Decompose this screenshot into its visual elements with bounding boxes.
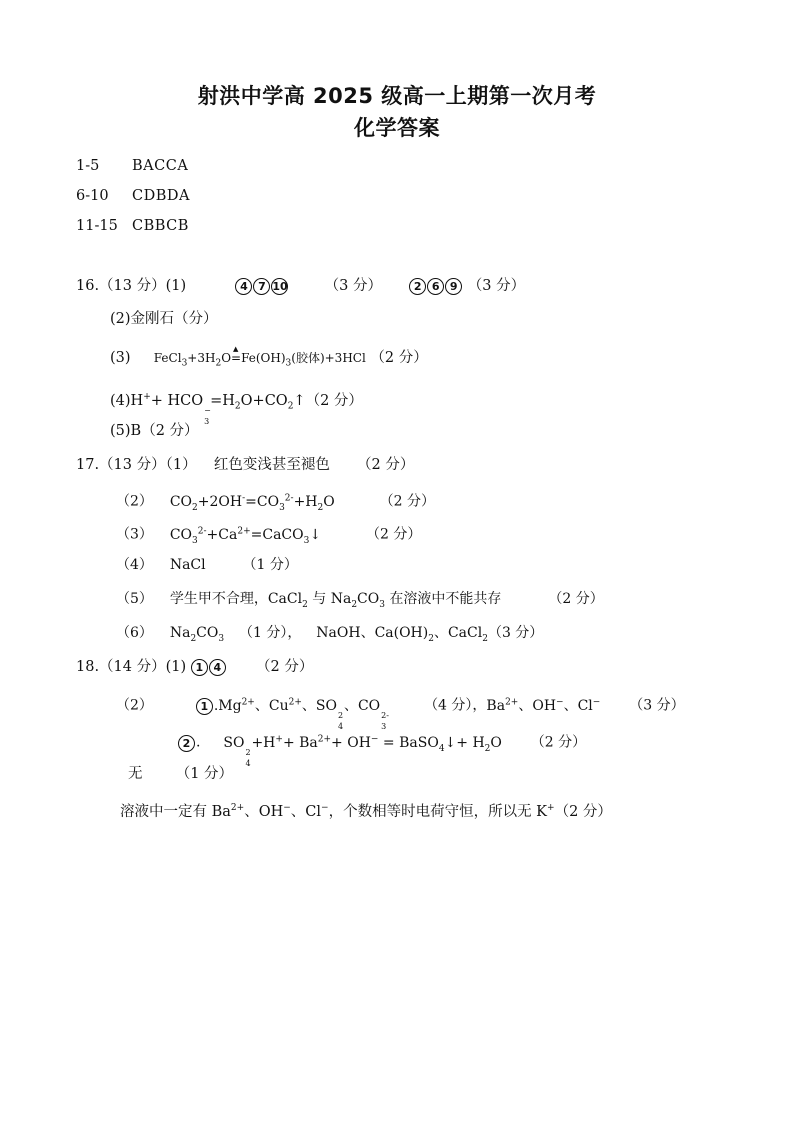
q16-part-3: [110, 345, 428, 373]
q18-none-line: [128, 764, 233, 784]
q16-score-a: （3 分）: [324, 278, 382, 294]
q17-line-1: [76, 455, 414, 475]
eq-term: =H: [210, 392, 235, 409]
answer-text: 、Cl: [290, 803, 322, 820]
q17-part-2: [116, 488, 435, 517]
mc-row-2: [76, 186, 190, 206]
answer-text: ，个数相等时电荷守恒，所以无 K: [328, 803, 548, 820]
mc-range: 11-15: [76, 218, 118, 234]
q18-part-2-line-1: [116, 692, 685, 731]
mc-answers: CDBDA: [132, 188, 190, 204]
eq-term: + HCO: [150, 392, 204, 409]
score: （1 分）: [242, 557, 298, 573]
mc-row-1: [76, 156, 188, 176]
ion-list: $.Mg^{2+}$、$Cu^{2+}$、SO 2 4 、CO 2- 3: [213, 697, 389, 731]
q18-line-1: [76, 657, 313, 677]
part-label: （4）: [116, 557, 153, 573]
score: （3 分）: [487, 625, 544, 641]
eq-term: O: [221, 351, 232, 365]
score: （4 分），: [424, 697, 487, 714]
q17-part-6: （6） $Na_2CO_3$ （1 分）， NaOH、$Ca(OH)_2$、CaCl$_2$（3 分）: [116, 625, 544, 644]
mc-row-3: [76, 216, 189, 236]
answer-text: 、CaCl: [433, 625, 483, 641]
circled-number: 7: [253, 278, 270, 295]
mc-range: 1-5: [76, 158, 100, 174]
equation: $CO_2+2OH^-=CO_3^{2-}+H_2O$: [169, 493, 335, 513]
answer-text: Na: [169, 625, 191, 641]
circled-number: 1: [196, 698, 213, 715]
circled-number: 10: [272, 280, 288, 293]
answer-text: 与 Na: [312, 591, 352, 607]
part-label: （3）: [116, 526, 153, 543]
part-label: （6）: [116, 625, 153, 641]
answer-text: 、OH: [244, 803, 284, 820]
score: （2 分）: [379, 493, 436, 510]
q18-head: 18.（14 分）(1): [76, 659, 187, 675]
score: （2 分）: [357, 457, 415, 473]
eq-term: Fe(OH): [241, 351, 286, 365]
equation: SO 2 4 $+H^++ Ba^{2+}+ OH^-$ = BaSO$_4$↓+ $H_2O$: [223, 734, 502, 768]
circled-number: 1: [191, 659, 208, 676]
q17-part-5: （5） 学生甲不合理，CaCl$_2$ 与 $Na_2CO_3$ 在溶液中不能共存 （2 分）: [116, 591, 604, 610]
q17-part-3: [116, 521, 421, 550]
eq-term: (胶体)+3HCl: [291, 351, 366, 365]
ion: Mg: [218, 697, 242, 714]
mc-range: 6-10: [76, 188, 109, 204]
score: （1 分），: [239, 625, 302, 641]
q16-part-5: (5)B（2 分）: [110, 423, 199, 439]
answer-text: NaCl: [169, 557, 206, 573]
score: （2 分）: [365, 526, 422, 543]
equation: $CO_3^{2-}+Ca^{2+}=CaCO_3↓$: [169, 526, 322, 546]
score: （2 分）: [530, 734, 587, 751]
part-label: （2）: [116, 697, 153, 714]
q18-part-2-line-2: 2 . SO 2 4 $+H^++ Ba^{2+}+ OH^-$ = BaSO$_4$↓+ $H_2O$ （2 分）: [178, 729, 586, 758]
score: （2 分）: [548, 591, 604, 607]
part-label: （2）: [116, 493, 153, 510]
q16-part-4: (4)H++ HCO − 3 $=H_2O+CO_2↑(2$ 分）: [110, 392, 363, 426]
mc-answers: CBBCB: [132, 218, 189, 234]
circled-number: 2: [178, 735, 195, 752]
mc-answers: BACCA: [132, 158, 189, 174]
circled-number: 4: [209, 659, 226, 676]
q17-part-4: [116, 555, 298, 575]
heat-equals-sign: ▲ =: [231, 345, 242, 365]
score: （2 分）: [256, 659, 314, 675]
answer-text: 无: [128, 766, 143, 782]
q17-head: 17.（13 分）（1）: [76, 457, 197, 473]
answer-text: CO: [357, 591, 380, 607]
answer-text: 溶液中一定有 Ba: [120, 803, 231, 820]
eq-term: +3H: [187, 351, 216, 365]
q16-score-b: （3 分）: [467, 278, 526, 294]
q16-head: 16.（13 分）(1): [76, 278, 187, 294]
answer-text: NaOH、Ca(OH): [316, 625, 429, 641]
circled-number: 6: [427, 278, 444, 295]
ion-list: $Ba^{2+}$、OH−、Cl−: [486, 697, 601, 714]
score: （3 分）: [629, 697, 685, 714]
score: （1 分）: [175, 766, 234, 782]
q16-part-2: (2)金刚石（分）: [110, 311, 218, 327]
circled-number: 9: [445, 278, 462, 295]
circled-number: 2: [409, 278, 426, 295]
score: （2 分）: [305, 392, 363, 409]
answer-text: 学生甲不合理，CaCl: [169, 591, 303, 607]
part-label: （5）: [116, 591, 153, 607]
page-title: 射洪中学高 2025 级高一上期第一次月考: [197, 84, 597, 108]
q18-final-line: 溶液中一定有 $Ba^{2+}$、OH−、Cl−，个数相等时电荷守恒，所以无 K+（2 分）: [120, 803, 612, 820]
answer-text: 红色变浅甚至褪色: [213, 457, 330, 473]
score: （2 分）: [370, 350, 428, 366]
part-label: (3): [110, 350, 131, 366]
equation: $FeCl_3+3H_2O$ ▲ $=Fe(OH)_3$(胶体)+3HCl: [153, 345, 366, 369]
answer-text: 在溶液中不能共存: [389, 591, 502, 607]
page-subtitle: 化学答案: [354, 116, 440, 140]
eq-term: (4)H: [110, 392, 144, 409]
q16-line-1: [76, 276, 525, 296]
eq-term: FeCl: [153, 351, 182, 365]
circled-number: 4: [235, 278, 252, 295]
score: （2 分）: [554, 803, 612, 820]
eq-term: O+CO: [240, 392, 288, 409]
answer-text: CO: [196, 625, 219, 641]
